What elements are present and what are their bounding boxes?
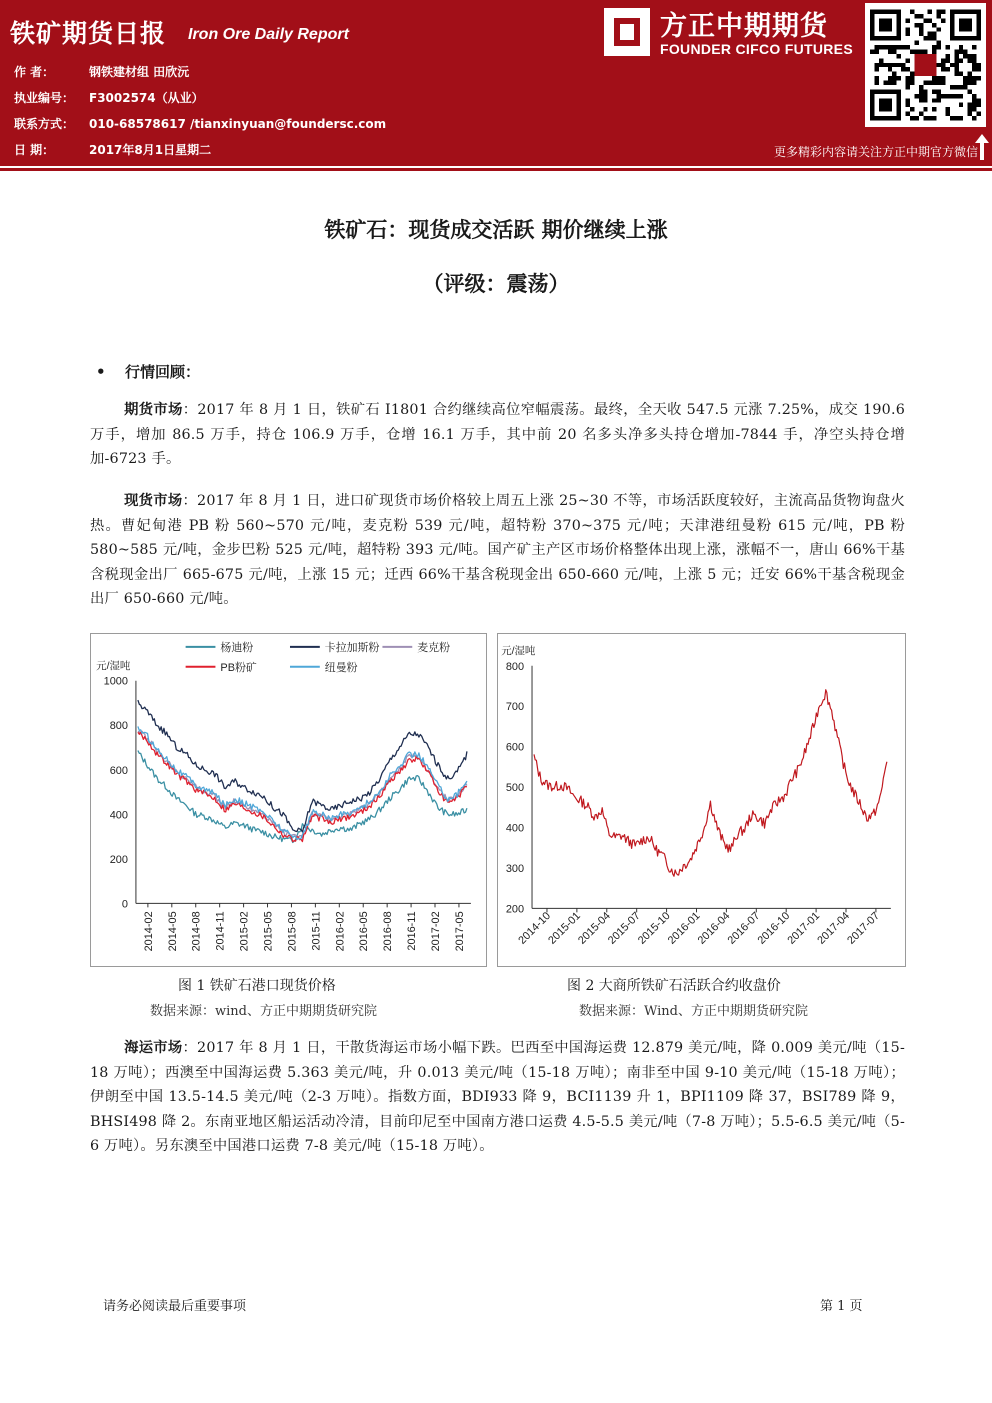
y-tick-label: 700	[505, 701, 525, 714]
x-tick-label: 2016-08	[382, 911, 395, 952]
x-tick-label: 2015-04	[576, 909, 613, 947]
meta-key: 执业编号：	[14, 91, 75, 105]
y-tick-label: 600	[109, 764, 128, 777]
series-line	[138, 700, 467, 832]
chart-dce-iron-ore-close	[497, 633, 906, 967]
y-tick-label: 200	[109, 853, 128, 866]
figure-2-source: 数据来源：Wind、方正中期期货研究院	[579, 1004, 808, 1019]
paragraph-text: ：2017 年 8 月 1 日，进口矿现货市场价格较上周五上涨 25~30 不等，市场活跃度较好，主流高品货物询盘火热。曹妃甸港 PB 粉 560~570 元/吨，麦克粉 539 元/吨，超特粉 370~375 元/吨；天津港纽曼粉 615 元/吨，PB 粉 580~585 元/吨，金步巴粉 525 元/吨，超特粉 393 元/吨。国产矿主产区市场价格整体出现上涨，涨幅不一，唐山 66%干基含税现金出厂 665-675 元/吨，上涨 15 元；迁西 66%干基含税现金出 650-660 元/吨，上涨 5 元；迁安 66%干基含税现金出厂 650-660 元/吨。	[90, 493, 905, 607]
paragraph-text: ：2017 年 8 月 1 日，铁矿石 I1801 合约继续高位窄幅震荡。最终，全天收 547.5 元涨 7.25%，成交 190.6 万手，增加 86.5 万手，持仓 106.9 万手，仓增 16.1 万手，其中前 20 名多头净多头持仓增加-7844 手，净空头持仓增加-6723 手。	[90, 402, 905, 467]
meta-license	[14, 89, 204, 106]
x-tick-label: 2015-02	[238, 911, 251, 952]
y-tick-label: 400	[505, 822, 525, 835]
legend-label: PB粉矿	[220, 661, 257, 674]
x-tick-label: 2015-10	[635, 909, 673, 947]
company-logo-icon	[604, 8, 650, 56]
meta-key: 作 者：	[14, 65, 55, 79]
meta-value: 2017年8月1日星期二	[89, 143, 212, 157]
x-tick-label: 2017-07	[845, 909, 883, 947]
x-tick-label: 2014-10	[516, 909, 554, 947]
x-tick-label: 2016-11	[406, 911, 419, 951]
meta-value: 010-68578617 /tianxinyuan@foundersc.com	[89, 117, 387, 131]
figure-2-caption: 图 2 大商所铁矿石活跃合约收盘价	[567, 978, 781, 994]
x-tick-label: 2016-02	[334, 911, 347, 952]
y-tick-label: 500	[505, 782, 525, 795]
x-tick-label: 2015-08	[286, 911, 299, 952]
legend-label: 麦克粉	[417, 641, 451, 654]
x-tick-label: 2016-10	[755, 909, 793, 947]
paragraph-label: 现货市场	[124, 493, 183, 509]
company-name-cn: 方正中期期货	[660, 11, 828, 42]
x-tick-label: 2014-08	[190, 911, 203, 952]
x-tick-label: 2016-01	[665, 909, 703, 947]
meta-key: 日 期：	[14, 143, 55, 157]
up-arrow-icon	[975, 134, 989, 160]
paragraph-text: ：2017 年 8 月 1 日，干散货海运市场小幅下跌。巴西至中国海运费 12.879 美元/吨，降 0.009 美元/吨（15-18 万吨）；西澳至中国海运费 5.363 美元/吨，升 0.013 美元/吨（15-18 万吨）；南非至中国 9-10 美元/吨（15-18 万吨）；伊朗至中国 13.5-14.5 美元/吨（2-3 万吨）。指数方面，BDI933 降 9，BCI1139 升 1，BPI1109 降 37，BSI789 降 9，BHSI498 降 2。东南亚地区船运活动冷清，目前印尼至中国南方港口运费 4.5-5.5 美元/吨（7-8 万吨）；5.5-6.5 美元/吨（5-6 万吨）。另东澳至中国港口运费 7-8 美元/吨（15-18 万吨）。	[90, 1040, 905, 1154]
footer-notice: 请务必阅读最后重要事项	[103, 1299, 247, 1314]
x-tick-label: 2015-07	[605, 909, 643, 947]
x-tick-label: 2014-02	[142, 911, 155, 952]
meta-key: 联系方式：	[14, 117, 75, 131]
y-tick-label: 800	[505, 660, 525, 673]
section-heading	[96, 361, 200, 382]
series-line	[534, 690, 887, 876]
meta-contact	[14, 115, 386, 132]
meta-value: F3002574（从业）	[89, 91, 204, 105]
x-tick-label: 2017-05	[453, 911, 466, 952]
chart-port-spot-prices	[90, 633, 487, 967]
figure-1-source: 数据来源：wind、方正中期期货研究院	[150, 1004, 377, 1019]
x-tick-label: 2017-04	[815, 909, 853, 947]
y-tick-label: 200	[505, 903, 525, 916]
x-tick-label: 2016-04	[695, 909, 733, 947]
legend-label: 杨迪粉	[220, 641, 254, 654]
y-tick-label: 0	[121, 898, 128, 911]
wechat-note: 更多精彩内容请关注方正中期官方微信	[773, 145, 978, 159]
paragraph-futures	[90, 398, 905, 472]
y-tick-label: 300	[505, 862, 525, 875]
section-heading-text: 行情回顾：	[125, 363, 201, 381]
x-tick-label: 2014-05	[166, 911, 179, 952]
chart2-svg	[498, 634, 905, 966]
y-axis-label: 元/湿吨	[501, 645, 536, 657]
page-title: 铁矿石：现货成交活跃 期价继续上涨	[324, 218, 668, 242]
y-tick-label: 800	[109, 720, 128, 733]
series-line	[138, 750, 467, 842]
paragraph-shipping	[90, 1036, 905, 1159]
meta-author	[14, 63, 189, 80]
legend-label: 纽曼粉	[324, 661, 358, 674]
x-tick-label: 2016-05	[358, 911, 371, 952]
meta-date	[14, 141, 211, 158]
y-tick-label: 400	[109, 809, 128, 822]
x-tick-label: 2014-11	[214, 911, 227, 951]
company-name-en: FOUNDER CIFCO FUTURES	[660, 41, 853, 57]
x-tick-label: 2017-02	[429, 911, 442, 952]
paragraph-spot	[90, 489, 905, 612]
qr-code-icon	[865, 3, 986, 127]
header-divider	[0, 168, 992, 171]
x-tick-label: 2017-01	[785, 909, 823, 947]
rating: （评级：震荡）	[422, 272, 570, 296]
meta-value: 钢铁建材组 田欣沅	[89, 65, 190, 79]
page-number: 第 1 页	[820, 1299, 863, 1314]
figure-1-caption: 图 1 铁矿石港口现货价格	[178, 978, 336, 994]
y-axis-label: 元/湿吨	[96, 660, 131, 672]
paragraph-label: 海运市场	[124, 1040, 183, 1056]
x-tick-label: 2016-07	[725, 909, 763, 947]
report-header	[0, 0, 992, 166]
report-title: 铁矿期货日报	[10, 19, 167, 48]
report-title-en: Iron Ore Daily Report	[188, 26, 349, 43]
y-tick-label: 600	[505, 741, 525, 754]
x-tick-label: 2015-11	[310, 911, 323, 951]
y-tick-label: 1000	[103, 675, 128, 688]
bullet-icon: •	[96, 363, 106, 381]
x-tick-label: 2015-01	[546, 909, 583, 947]
paragraph-label: 期货市场	[124, 402, 183, 418]
x-tick-label: 2015-05	[262, 911, 275, 952]
chart1-svg	[91, 634, 486, 966]
legend-label: 卡拉加斯粉	[324, 641, 380, 654]
